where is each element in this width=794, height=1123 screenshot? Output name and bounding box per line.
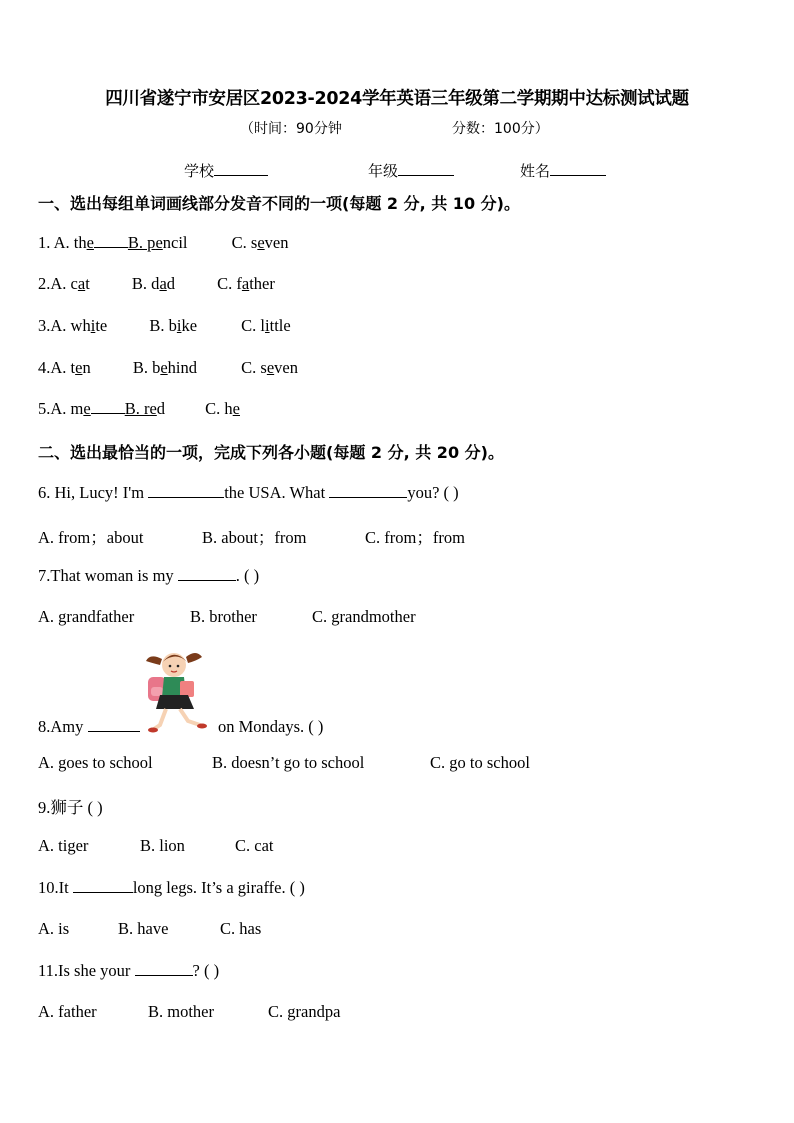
q4-a-prefix: 4.A. t	[38, 358, 76, 377]
q4-c-prefix: C. s	[241, 358, 267, 377]
q9-option-c: C. cat	[235, 836, 274, 855]
question-6-stem	[38, 483, 459, 503]
question-2	[38, 274, 275, 294]
q2-b-prefix: B. d	[131, 274, 160, 293]
q4-c-underlined: e	[266, 358, 275, 377]
q9-option-a: A. tiger	[38, 836, 89, 855]
q5-b-prefix: B. r	[124, 399, 150, 418]
school-label: 学校	[184, 162, 215, 180]
question-10-stem	[38, 878, 305, 898]
section2-heading: 二、选出最恰当的一项，完成下列各小题(每题 2 分, 共 20 分)。	[38, 443, 504, 462]
q4-a-suffix: n	[82, 358, 91, 377]
question-7-stem	[38, 566, 259, 586]
q10-blank	[73, 878, 133, 893]
q3-c-underlined: i	[265, 316, 270, 335]
grade-label: 年级	[368, 162, 399, 180]
q3-b-underlined: i	[176, 316, 182, 335]
q6-option-a: A. from；about	[38, 528, 144, 547]
q10-stem-part2: long legs. It’s a giraffe. ( )	[132, 878, 305, 897]
q6-option-c: C. from；from	[365, 528, 465, 547]
q5-a-prefix: 5.A. m	[38, 399, 84, 418]
q5-c-prefix: C. h	[205, 399, 233, 418]
q2-c-suffix: ther	[249, 274, 275, 293]
q2-a-prefix: 2.A. c	[38, 274, 78, 293]
q1-a-prefix: 1. A. th	[38, 233, 87, 252]
name-field	[520, 160, 606, 181]
question-9-stem: 9.狮子 ( )	[38, 798, 103, 817]
question-11-stem	[38, 961, 219, 981]
q10-stem-part1: 10.It	[38, 878, 73, 897]
q7-blank	[178, 566, 236, 581]
q4-c-suffix: ven	[274, 358, 298, 377]
q11-option-b: B. mother	[148, 1002, 214, 1021]
q8-blank	[88, 717, 140, 732]
q1-b-underlined: e	[155, 233, 163, 252]
q10-option-c: C. has	[220, 919, 262, 938]
q8-option-a: A. goes to school	[38, 753, 153, 772]
q11-stem-part1: 11.Is she your	[38, 961, 135, 980]
q1-c-suffix: ven	[264, 233, 289, 252]
grade-field	[368, 160, 454, 181]
q4-a-underlined: e	[75, 358, 83, 377]
question-4	[38, 358, 298, 378]
q8-option-b: B. doesn’t go to school	[212, 753, 365, 772]
q7-option-a: A. grandfather	[38, 607, 135, 626]
grade-blank	[398, 161, 454, 176]
q9-option-b: B. lion	[140, 836, 185, 855]
q5-gap	[91, 399, 125, 414]
q5-b-underlined: e	[149, 399, 157, 418]
q6-stem-part2: the USA. What	[224, 483, 330, 502]
girl-going-to-school-icon	[140, 645, 210, 733]
q1-c-prefix: C. s	[231, 233, 258, 252]
q11-option-c: C. grandpa	[268, 1002, 341, 1021]
q2-c-underlined: a	[241, 274, 250, 293]
q1-b-suffix: ncil	[162, 233, 188, 252]
name-label: 姓名	[520, 162, 551, 180]
q6-option-b: B. about；from	[202, 528, 307, 547]
q11-blank	[135, 961, 193, 976]
exam-score: 分数：100分）	[452, 121, 549, 137]
q1-a-underlined: e	[86, 233, 94, 252]
q8-stem-part1: 8.Amy	[38, 717, 88, 736]
question-1	[38, 233, 288, 253]
name-blank	[550, 161, 606, 176]
q11-option-a: A. father	[38, 1002, 97, 1021]
q3-b-prefix: B. b	[149, 316, 177, 335]
question-5	[38, 399, 240, 419]
page-title: 四川省遂宁市安居区2023-2024学年英语三年级第二学期期中达标测试试题	[105, 89, 689, 109]
q3-c-prefix: C. l	[241, 316, 266, 335]
school-field	[184, 160, 268, 181]
q5-a-underlined: e	[83, 399, 91, 418]
q3-b-suffix: ke	[181, 316, 198, 335]
q10-option-b: B. have	[118, 919, 169, 938]
q2-b-suffix: d	[166, 274, 176, 293]
q11-stem-part2: ? ( )	[192, 961, 220, 980]
q10-option-a: A. is	[38, 919, 70, 938]
q1-b-prefix: B. p	[127, 233, 156, 252]
question-8-stem	[38, 717, 140, 737]
question-3	[38, 316, 291, 336]
q7-option-b: B. brother	[190, 607, 257, 626]
q6-stem-part1: 6. Hi, Lucy! I'm	[38, 483, 149, 502]
q2-a-underlined: a	[77, 274, 86, 293]
q6-blank1	[148, 483, 224, 498]
q2-b-underlined: a	[159, 274, 167, 293]
q8-option-c: C. go to school	[430, 753, 530, 772]
q1-gap	[94, 233, 128, 248]
exam-time: （时间：90分钟	[240, 121, 342, 137]
q3-a-underlined: i	[90, 316, 96, 335]
q4-b-underlined: e	[160, 358, 168, 377]
section1-heading: 一、选出每组单词画线部分发音不同的一项(每题 2 分, 共 10 分)。	[38, 194, 520, 213]
q5-b-suffix: d	[156, 399, 166, 418]
q7-option-c: C. grandmother	[312, 607, 416, 626]
q3-c-suffix: ttle	[269, 316, 291, 335]
q8-stem-part2: on Mondays. ( )	[218, 717, 324, 736]
q1-c-underlined: e	[257, 233, 265, 252]
q6-blank2	[329, 483, 407, 498]
q5-c-underlined: e	[232, 399, 240, 418]
q4-b-prefix: B. b	[132, 358, 161, 377]
q7-stem-part2: . ( )	[235, 566, 260, 585]
q2-a-suffix: t	[85, 274, 90, 293]
q3-a-suffix: te	[95, 316, 108, 335]
q2-c-prefix: C. f	[217, 274, 242, 293]
q4-b-suffix: hind	[167, 358, 198, 377]
q3-a-prefix: 3.A. wh	[38, 316, 91, 335]
school-blank	[214, 161, 268, 176]
q7-stem-part1: 7.That woman is my	[38, 566, 178, 585]
q6-stem-part3: you? ( )	[407, 483, 459, 502]
